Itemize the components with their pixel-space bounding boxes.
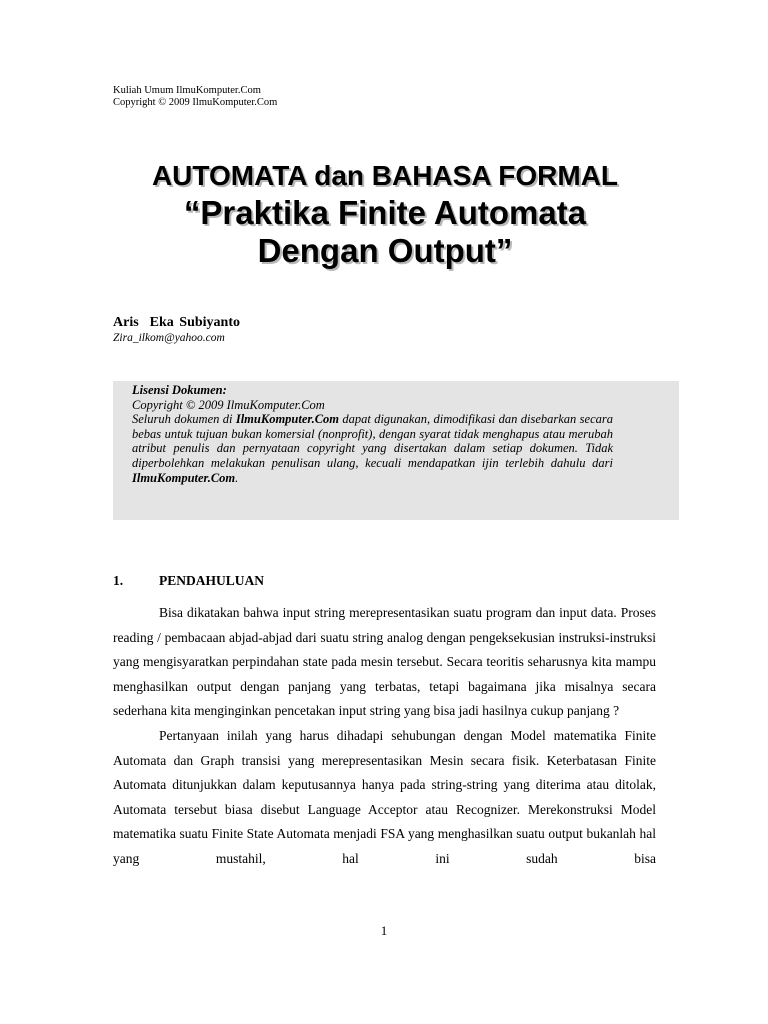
section-number: 1. (113, 573, 124, 588)
license-copyright: Copyright © 2009 IlmuKomputer.Com (132, 397, 325, 412)
author-email: Zira_ilkom@yahoo.com (113, 332, 225, 344)
license-text-part-b: dapat digunakan, dimodifikasi dan disebarkan secara bebas untuk tujuan bukan komersial (nonprofit), dengan syarat tidak menghapus atau merubah atribut penulis dan pernyataan copyright yang disertakan dalam setiap dokumen. Tidak diperbolehkan melakukan penulisan ulang, kecuali mendapatkan ijin terlebih dahulu dari (132, 412, 614, 470)
title-sub-line-2: Dengan Output” (257, 232, 513, 269)
license-box (113, 381, 679, 520)
license-content (132, 383, 613, 485)
section-title: PENDAHULUAN (159, 573, 265, 588)
paragraph-1: Bisa dikatakan bahwa input string merepresentasikan suatu program dan input data. Proses reading / pembacaan abjad-abjad dari suatu string analog dengan pengeksekusian instruksi-instruksi yang mengisyaratkan perpindahan state pada mesin tersebut. Secara teoritis seharusnya kita mampu menghasilkan output dengan panjang yang terbatas, tetapi bagaimana jika misalnya secara sederhana kita menginginkan pencetakan input string yang bisa jadi hasilnya cukup panjang ? (113, 605, 656, 719)
header-line-course: Kuliah Umum IlmuKomputer.Com (113, 85, 261, 96)
license-title: Lisensi Dokumen: (132, 383, 227, 397)
document-title (100, 158, 670, 270)
paragraph-2: Pertanyaan inilah yang harus dihadapi sehubungan dengan Model matematika Finite Automata dan Graph transisi yang merepresentasikan Mesin secara fisik. Keterbatasan Finite Automata ditunjukkan dalam keputusannya hanya pada string-string yang diterima atau ditolak, Automata tersebut biasa disebut Language Acceptor atau Recognizer. Merekonstruksi Model matematika suatu Finite State Automata menjadi FSA yang menghasilkan suatu output bukanlah hal yang mustahil, hal ini sudah bisa (113, 727, 656, 866)
license-text-part-a: Seluruh dokumen di (132, 412, 236, 427)
author-name: Aris Eka Subiyanto (113, 315, 240, 330)
running-header (113, 85, 277, 109)
title-sub-line-1: “Praktika Finite Automata (183, 194, 587, 231)
page-number: 1 (380, 923, 388, 938)
header-line-copyright: Copyright © 2009 IlmuKomputer.Com (113, 97, 278, 108)
section-heading (113, 573, 264, 589)
author-block (113, 314, 240, 345)
body-text (113, 601, 656, 872)
license-brand-link-b: IlmuKomputer.Com (132, 470, 236, 485)
license-text (132, 412, 613, 485)
title-main: AUTOMATA dan BAHASA FORMAL (151, 160, 619, 191)
license-brand-link-a: IlmuKomputer.Com (235, 412, 339, 427)
license-text-part-c: . (235, 470, 239, 485)
